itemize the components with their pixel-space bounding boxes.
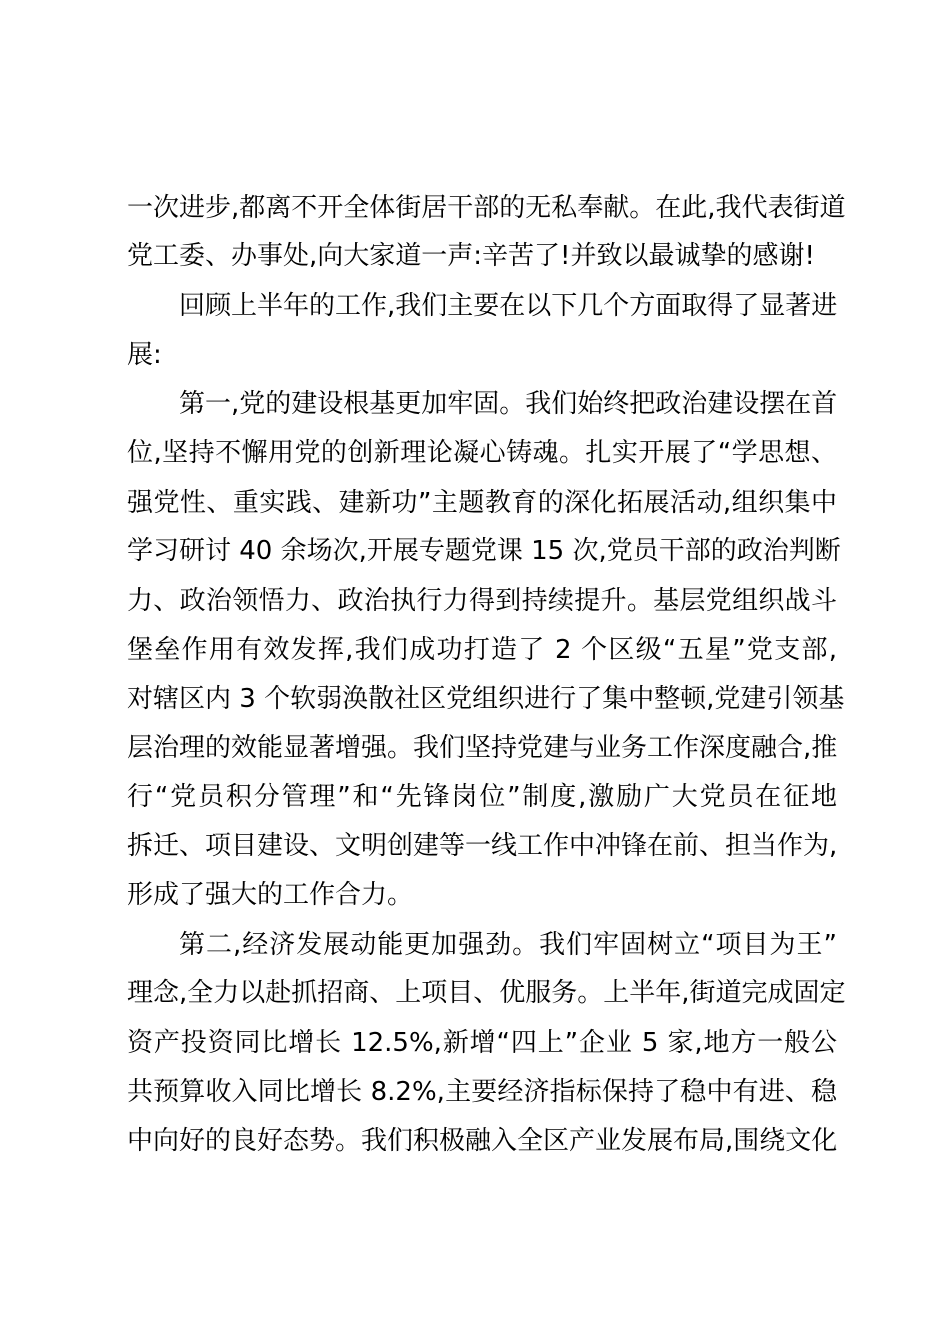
paragraph-line: 力、政治领悟力、政治执行力得到持续提升。基层党组织战斗 [127, 586, 837, 616]
paragraph-line: 一次进步,都离不开全体街居干部的无私奉献。在此,我代表街道 [127, 193, 846, 223]
paragraph-line: 共预算收入同比增长 8.2%,主要经济指标保持了稳中有进、稳 [127, 1077, 837, 1107]
paragraph-line: 对辖区内 3 个软弱涣散社区党组织进行了集中整顿,党建引领基 [127, 684, 845, 714]
paragraph-line: 资产投资同比增长 12.5%,新增“四上”企业 5 家,地方一般公 [127, 1028, 837, 1058]
paragraph-line: 位,坚持不懈用党的创新理论凝心铸魂。扎实开展了“学思想、 [127, 438, 837, 468]
paragraph-line: 强党性、重实践、建新功”主题教育的深化拓展活动,组织集中 [127, 488, 837, 518]
paragraph-line: 堡垒作用有效发挥,我们成功打造了 2 个区级“五星”党支部, [127, 635, 837, 665]
paragraph-line: 行“党员积分管理”和“先锋岗位”制度,激励广大党员在征地 [127, 782, 837, 812]
paragraph-line: 拆迁、项目建设、文明创建等一线工作中冲锋在前、担当作为, [127, 831, 838, 861]
paragraph-line: 回顾上半年的工作,我们主要在以下几个方面取得了显著进 [179, 291, 838, 321]
paragraph-line: 中向好的良好态势。我们积极融入全区产业发展布局,围绕文化 [127, 1126, 838, 1156]
paragraph-line: 形成了强大的工作合力。 [127, 880, 414, 910]
paragraph-line: 第二,经济发展动能更加强劲。我们牢固树立“项目为王” [179, 930, 837, 960]
paragraph-line: 理念,全力以赴抓招商、上项目、优服务。上半年,街道完成固定 [127, 978, 846, 1008]
paragraph-line: 展: [127, 340, 162, 370]
paragraph-line: 第一,党的建设根基更加牢固。我们始终把政治建设摆在首 [179, 389, 838, 419]
paragraph-line: 学习研讨 40 余场次,开展专题党课 15 次,党员干部的政治判断 [127, 536, 841, 566]
paragraph-line: 层治理的效能显著增强。我们坚持党建与业务工作深度融合,推 [127, 733, 838, 763]
paragraph-line: 党工委、办事处,向大家道一声:辛苦了!并致以最诚挚的感谢! [127, 241, 815, 271]
